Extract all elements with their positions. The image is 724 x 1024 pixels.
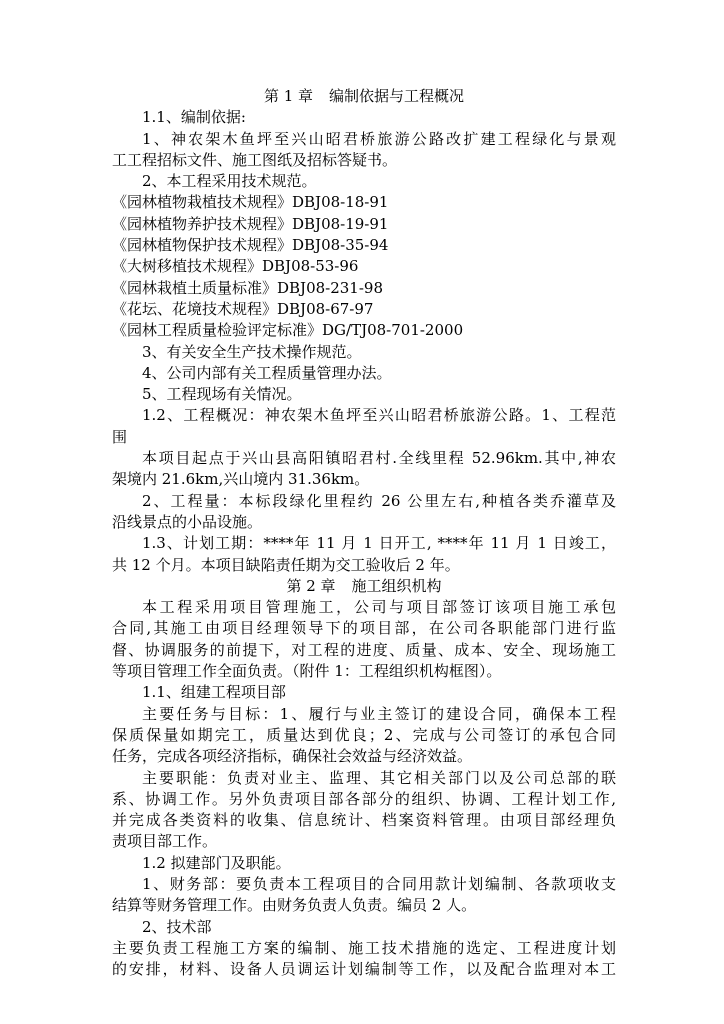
paragraph-line: 2、本工程采用技术规范。 — [142, 172, 317, 191]
section-heading: 1.2 拟建部门及职能。 — [142, 853, 291, 872]
chapter-2-number: 第 2 章 — [286, 576, 336, 595]
paragraph-line: 任务，完成各项经济指标，确保社会效益与经济效益。 — [112, 747, 473, 766]
paragraph-line: 督、协调服务的前提下，对工程的进度、质量、成本、安全、现场施工 — [112, 640, 616, 659]
paragraph-line: 围 — [112, 427, 128, 446]
paragraph-line: 1、财务部：要负责本工程项目的合同用款计划编制、各款项收支 — [142, 874, 616, 893]
paragraph-line: 本项目起点于兴山县高阳镇昭君村.全线里程 52.96km.其中,神农 — [142, 449, 616, 468]
paragraph-line: 1.2、工程概况：神农架木鱼坪至兴山昭君桥旅游公路。1、工程范 — [142, 406, 616, 425]
paragraph-line: 主要任务与目标：1、履行与业主签订的建设合同，确保本工程 — [142, 704, 616, 723]
paragraph-line: 2、工程量：本标段绿化里程约 26 公里左右,种植各类乔灌草及 — [142, 491, 616, 510]
standard-item: 《园林植物保护技术规程》DBJ08-35-94 — [112, 236, 389, 255]
paragraph-line: 并完成各类资料的收集、信息统计、档案资料管理。由项目部经理负 — [112, 811, 616, 830]
paragraph-line: 沿线景点的小品设施。 — [112, 512, 263, 531]
chapter-1-number: 第 1 章 — [263, 87, 314, 105]
paragraph-line: 责项目部工作。 — [112, 832, 218, 851]
paragraph-line: 等项目管理工作全面负责。（附件 1：工程组织机构框图）。 — [112, 662, 502, 681]
standard-item: 《花坛、花境技术规程》DBJ08-67-97 — [112, 299, 374, 318]
chapter-2-title — [112, 576, 616, 597]
paragraph-line: 5、工程现场有关情况。 — [142, 385, 302, 404]
paragraph-line: 3、有关安全生产技术操作规范。 — [142, 342, 362, 361]
paragraph-line: 主要负责工程施工方案的编制、施工技术措施的选定、工程进度计划 — [112, 938, 616, 957]
paragraph-line: 1、神农架木鱼坪至兴山昭君桥旅游公路改扩建工程绿化与景观 — [142, 129, 616, 148]
section-heading: 1.1、编制依据: — [142, 108, 246, 127]
standard-item: 《园林植物养护技术规程》DBJ08-19-91 — [112, 214, 389, 233]
chapter-1-title — [112, 86, 616, 107]
paragraph-line: 的安排，材料、设备人员调运计划编制等工作，以及配合监理对本工 — [112, 960, 616, 979]
paragraph-line: 4、公司内部有关工程质量管理办法。 — [142, 363, 392, 382]
standard-item: 《园林工程质量检验评定标准》DG/TJ08-701-2000 — [112, 321, 464, 340]
paragraph-line: 1.3、计划工期：****年 11 月 1 日开工, ****年 11 月 1 日竣工， — [142, 534, 616, 553]
paragraph-line: 共 12 个月。本项目缺陷责任期为交工验收后 2 年。 — [112, 555, 460, 574]
chapter-1-name: 编制依据与工程概况 — [329, 87, 465, 105]
standard-item: 《园林栽植土质量标准》DBJ08-231-98 — [112, 278, 384, 297]
paragraph-line: 主要职能：负责对业主、监理、其它相关部门以及公司总部的联 — [142, 768, 616, 787]
paragraph-line: 工工程招标文件、施工图纸及招标答疑书。 — [112, 150, 398, 169]
standard-item: 《园林植物栽植技术规程》DBJ08-18-91 — [112, 193, 389, 212]
paragraph-line: 系、协调工作。另外负责项目部各部分的组织、协调、工程计划工作, — [112, 789, 616, 808]
paragraph-line: 2、技术部 — [142, 917, 212, 936]
paragraph-line: 结算等财务管理工作。由财务负责人负责。编员 2 人。 — [112, 896, 477, 915]
section-heading: 1.1、组建工程项目部 — [142, 683, 286, 702]
document-body — [112, 86, 616, 980]
paragraph-line: 架境内 21.6km,兴山境内 31.36km。 — [112, 470, 370, 489]
chapter-2-name: 施工组织机构 — [351, 576, 442, 595]
paragraph-line: 本工程采用项目管理施工，公司与项目部签订该项目施工承包 — [142, 598, 616, 617]
paragraph-line: 保质保量如期完工，质量达到优良；2、完成与公司签订的承包合同 — [112, 725, 616, 744]
paragraph-line: 合同,其施工由项目经理领导下的项目部，在公司各职能部门进行监 — [112, 619, 616, 638]
standard-item: 《大树移植技术规程》DBJ08-53-96 — [112, 257, 359, 276]
